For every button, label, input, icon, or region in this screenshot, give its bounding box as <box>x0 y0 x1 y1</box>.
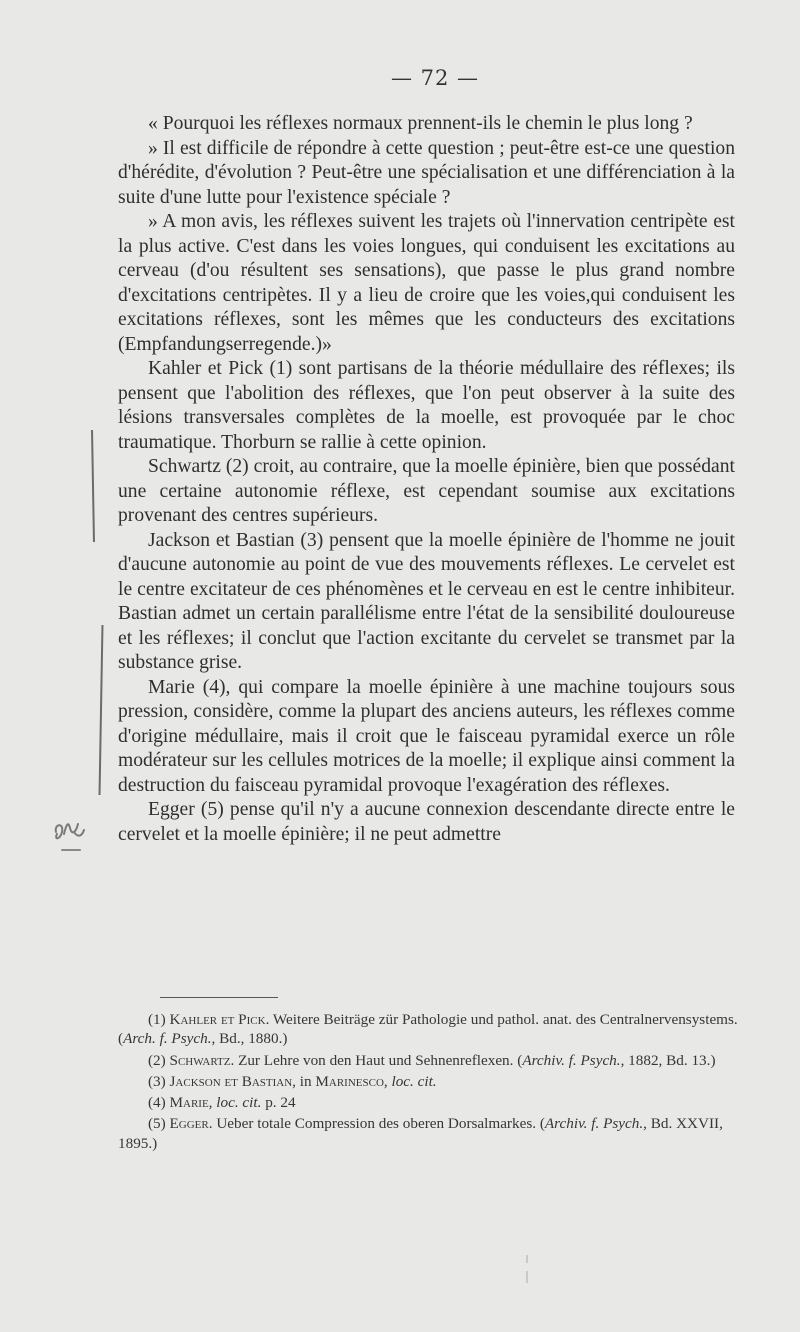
margin-pencil-line <box>91 430 95 542</box>
footnote-number: (3) <box>148 1072 166 1090</box>
paragraph: « Pourquoi les réflexes normaux prennent-ils le chemin le plus long ? <box>148 113 693 134</box>
margin-pencil-line <box>99 625 104 795</box>
footnote-tail: , 1882, Bd. 13.) <box>620 1051 716 1069</box>
footnote-journal: Marinesco, <box>315 1072 388 1090</box>
paragraph: Schwartz (2) croit, au contraire, que la moelle épinière, bien que possédant une certaine autonomie réflexe, est cependant soumise aux excitations provenant des centres supérieurs. <box>118 456 735 526</box>
footnote <box>118 1114 738 1153</box>
footnote-journal: Arch. f. Psych. <box>123 1030 212 1048</box>
paragraph: » Il est difficile de répondre à cette question ; peut-être est-ce une question d'hérédite, d'évolution ? Peut-être une spécialisation et une différenciation à la suite d'une lutte pour l'existence spéciale ? <box>118 137 735 208</box>
footnote-separator <box>160 997 278 998</box>
footnote-tail: p. 24 <box>261 1094 296 1112</box>
footnote-author: Jackson et Bastian, <box>169 1072 296 1090</box>
footnote <box>118 1072 738 1091</box>
footnote-number: (1) <box>148 1011 166 1028</box>
handwritten-margin-mark <box>50 810 90 860</box>
footnote-journal: Archiv. f. Psych. <box>544 1115 644 1133</box>
footnotes <box>118 1010 738 1155</box>
footnote-author: Egger. <box>169 1115 213 1133</box>
footnote-text: in <box>295 1072 316 1090</box>
footnote-tail: loc. cit. <box>387 1072 437 1090</box>
footnote <box>118 1093 738 1112</box>
paragraph: » A mon avis, les réflexes suivent les trajets où l'innervation centripète est la plus active. C'est dans les voies longues, qui conduisent les excitations au cerveau (d'ou résultent ses sensations), que passe le plus grand nombre d'excitations centripètes. Il y a lieu de croire que les voies,qui conduisent les excitations réflexes, sont les mêmes que les conducteurs des excitations (Empfandungserregende.)» <box>118 211 735 355</box>
footnote-number: (5) <box>148 1115 166 1133</box>
main-text <box>118 112 735 847</box>
footnote-number: (4) <box>148 1094 166 1112</box>
footnote-tail: , Bd., 1880.) <box>211 1030 288 1048</box>
paragraph: Marie (4), qui compare la moelle épinière à une machine toujours sous pression, considère, comme la plupart des anciens auteurs, les réflexes comme d'origine médullaire, mais il croit que le faisceau pyramidal exerce un rôle modérateur sur les cellules motrices de la moelle; il explique ainsi comment la destruction du faisceau pyramidal provoque l'exagération des réflexes. <box>118 676 735 796</box>
paragraph: Kahler et Pick (1) sont partisans de la théorie médullaire des réflexes; ils pensent que l'abolition des réflexes, que l'on peut observer à la suite des lésions transversales complètes de la moelle, est provoquée par le choc traumatique. Thorburn se rallie à cette opinion. <box>118 358 735 453</box>
footnote-text: Ueber totale Compression des oberen Dorsalmarkes. ( <box>212 1115 545 1133</box>
footnote-tail: , Bd. XXVII, 1895.) <box>118 1115 723 1152</box>
footnote <box>118 1010 738 1049</box>
paragraph: Egger (5) pense qu'il n'y a aucune connexion descendante directe entre le cervelet et la moelle épinière; il ne peut admettre <box>118 799 735 845</box>
footnote-journal: loc. cit. <box>216 1094 262 1112</box>
footnote-text: Zur Lehre von den Haut und Sehnenreflexen. ( <box>234 1051 523 1069</box>
footnote <box>118 1051 738 1070</box>
footnote-author: Kahler et Pick. <box>169 1011 270 1028</box>
footnote-text: Weitere Beiträge zür Pathologie und pathol. anat. des Centralnervensystems. ( <box>118 1011 738 1048</box>
footnote-number: (2) <box>148 1051 166 1069</box>
paragraph: Jackson et Bastian (3) pensent que la moelle épinière de l'homme ne jouit d'aucune autonomie au point de vue des mouvements réflexes. Le cervelet est le centre excitateur de ces phénomènes et le cerveau en est le centre inhibiteur. Bastian admet un certain parallélisme entre l'état de la sensibilité douloureuse et les réflexes; il conclut que l'action excitante du cervelet se transmet par la substance grise. <box>118 529 735 673</box>
footnote-author: Marie, <box>169 1094 213 1112</box>
footnote-author: Schwartz. <box>169 1051 235 1069</box>
footnote-journal: Archiv. f. Psych. <box>522 1051 621 1069</box>
page-number: — 72 — <box>390 66 480 90</box>
paper-speck <box>525 1255 529 1285</box>
